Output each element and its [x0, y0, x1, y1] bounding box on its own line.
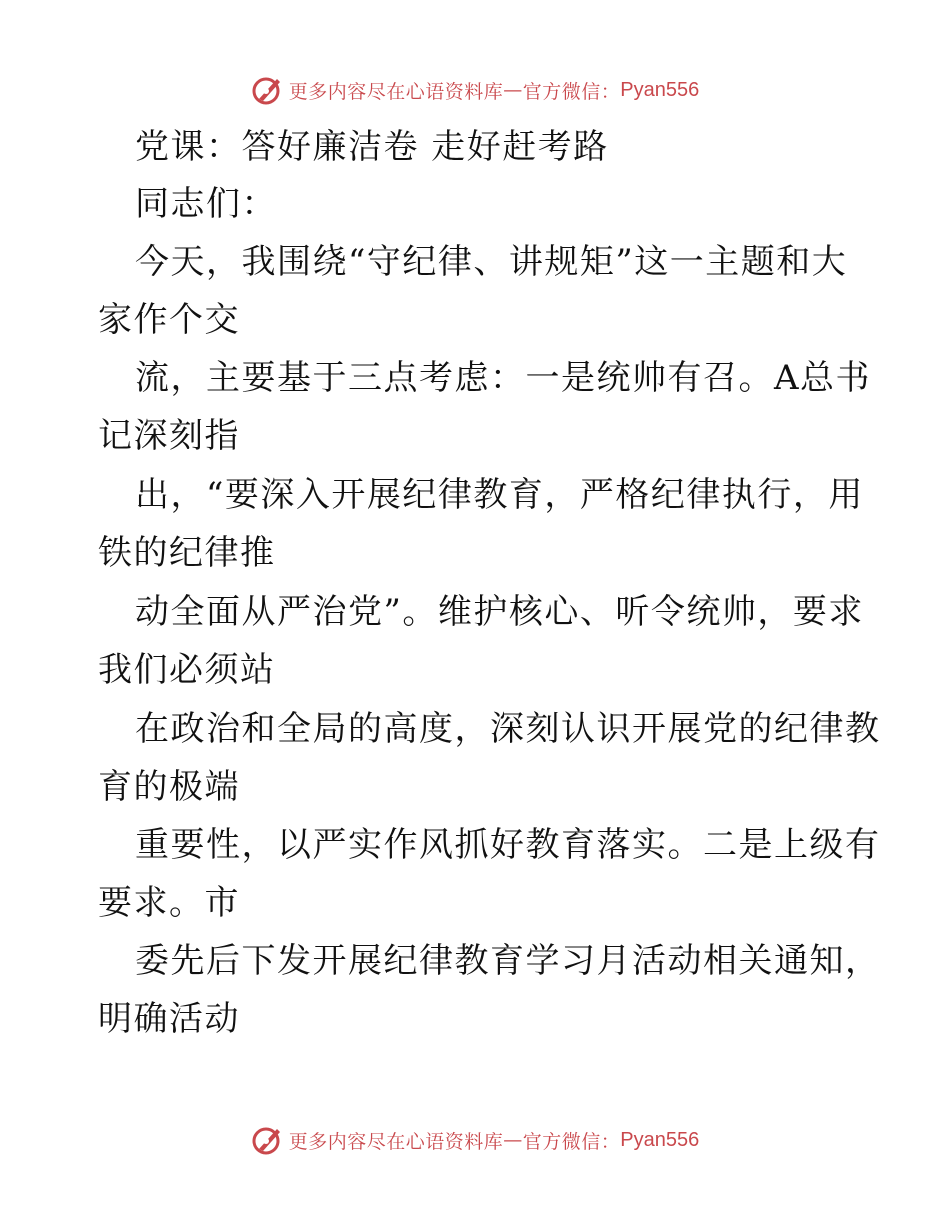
banner-separator: —: [503, 79, 523, 101]
paragraph-line: 我们必须站: [98, 650, 276, 690]
banner-separator: —: [503, 1129, 523, 1151]
header-banner: [0, 70, 950, 110]
paragraph-line: 明确活动: [98, 999, 240, 1039]
banner-wechat-label: 官方微信：: [522, 80, 621, 103]
quill-logo-icon: [251, 73, 285, 107]
paragraph-line: 育的极端: [98, 767, 240, 807]
paragraph-line: 记深刻指: [98, 416, 240, 456]
document-title: 党课：答好廉洁卷 走好赶考路: [135, 127, 609, 167]
paragraph-line: 今天，我围绕“守纪律、讲规矩”这一主题和大: [135, 242, 848, 282]
banner-wechat-id: Pyan556: [620, 1128, 700, 1151]
banner-title: 更多内容尽在心语资料库: [288, 1130, 504, 1153]
paragraph-line: 在政治和全局的高度，深刻认识开展党的纪律教: [135, 709, 881, 749]
paragraph-line: 动全面从严治党”。维护核心、听令统帅，要求: [135, 592, 864, 632]
paragraph-line: 要求。市: [98, 883, 240, 923]
paragraph-line: 家作个交: [98, 300, 240, 340]
banner-wechat-id: Pyan556: [620, 78, 700, 101]
paragraph-line: 重要性，以严实作风抓好教育落实。二是上级有: [135, 825, 881, 865]
quill-logo-icon: [251, 1123, 285, 1157]
paragraph-line: 委先后下发开展纪律教育学习月活动相关通知，: [135, 941, 881, 981]
paragraph-line: 铁的纪律推: [98, 533, 276, 573]
footer-banner: [0, 1120, 950, 1160]
salutation: 同志们：: [135, 184, 277, 224]
paragraph-line: 流，主要基于三点考虑：一是统帅有召。A总书: [135, 358, 872, 398]
banner-wechat-label: 官方微信：: [522, 1130, 621, 1153]
banner-title: 更多内容尽在心语资料库: [288, 80, 504, 103]
paragraph-line: 出，“要深入开展纪律教育，严格纪律执行，用: [135, 475, 864, 515]
